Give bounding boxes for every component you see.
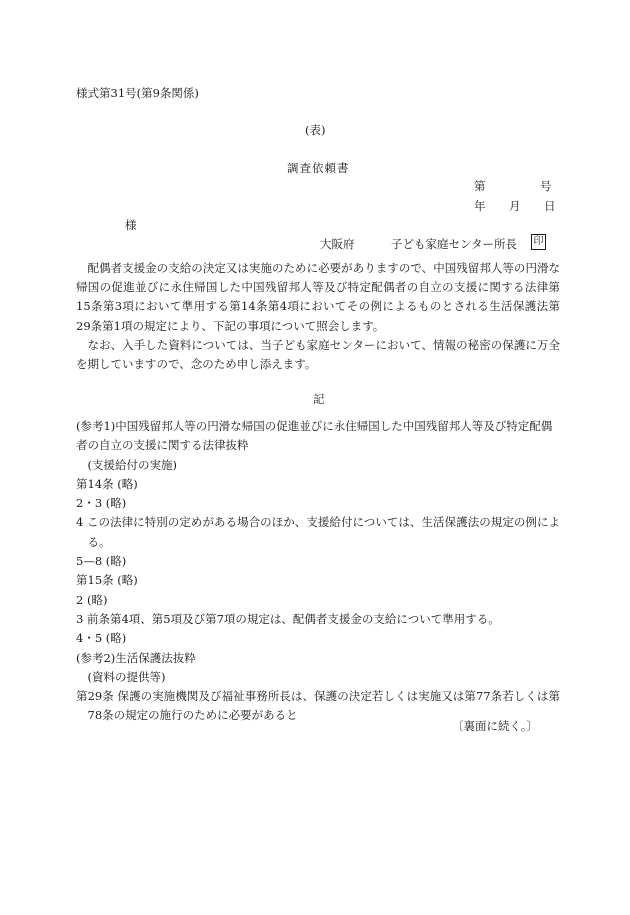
request-body xyxy=(76,259,560,374)
reference-number-prefix: 第 xyxy=(474,179,486,193)
body-paragraph: なお、入手した資料については、当子ども家庭センターにおいて、情報の秘密の保護に万全を期していますので、念のため申し添えます。 xyxy=(76,337,560,372)
provision-line: (支援給付の実施) xyxy=(87,457,177,472)
legal-excerpts xyxy=(76,417,560,726)
provision-line: 第14条 (略) xyxy=(76,476,138,491)
provision-line: 4 この法律に特別の定めがある場合のほか、支援給付については、生活保護法の規定の例による。 xyxy=(76,515,560,549)
provision-line: 2・3 (略) xyxy=(76,496,127,511)
provision-line: 5—8 (略) xyxy=(76,554,127,569)
seal-stamp-box: 印 xyxy=(531,234,546,250)
date-day: 日 xyxy=(544,199,556,213)
continued-note: 〔裏面に続く。〕 xyxy=(452,719,539,733)
sender-title: 子ども家庭センター所長 xyxy=(391,237,518,251)
provision-line: 3 前条第4項、第5項及び第7項の規定は、配偶者支援金の支給について準用する。 xyxy=(76,611,500,626)
form-number: 様式第31号(第9条関係) xyxy=(76,86,199,100)
provision-line: 第29条 保護の実施機関及び福祉事務所長は、保護の決定若しくは実施又は第77条若しくは第78条の規定の施行のために必要があると xyxy=(76,689,560,723)
provision-line: (参考2)生活保護法抜粋 xyxy=(76,650,196,665)
date-month: 月 xyxy=(509,199,521,213)
provision-line: 4・5 (略) xyxy=(76,631,127,646)
date-year: 年 xyxy=(474,199,486,213)
addressee-honorific: 様 xyxy=(125,218,137,232)
ki-heading: 記 xyxy=(313,392,325,406)
sender-prefecture: 大阪府 xyxy=(320,237,355,251)
body-paragraph: 配偶者支援金の支給の決定又は実施のために必要がありますので、中国残留邦人等の円滑な帰国の促進並びに永住帰国した中国残留邦人等及び特定配偶者の自立の支援に関する法律第15条第3項において準用する第14条第4項においてその例によるものとされる生活保護法第29条第1項の規定により、下記の事項について照会します。 xyxy=(76,261,560,333)
provision-line: 2 (略) xyxy=(76,592,108,607)
reference-number-suffix: 号 xyxy=(540,179,552,193)
provision-line: (資料の提供等) xyxy=(87,669,166,684)
document-title: 調査依頼書 xyxy=(287,161,350,175)
side-label: (表) xyxy=(305,123,326,137)
provision-line: 第15条 (略) xyxy=(76,573,138,588)
provision-line: (参考1)中国残留邦人等の円滑な帰国の促進並びに永住帰国した中国残留邦人等及び特定配偶者の自立の支援に関する法律抜粋 xyxy=(76,419,553,453)
